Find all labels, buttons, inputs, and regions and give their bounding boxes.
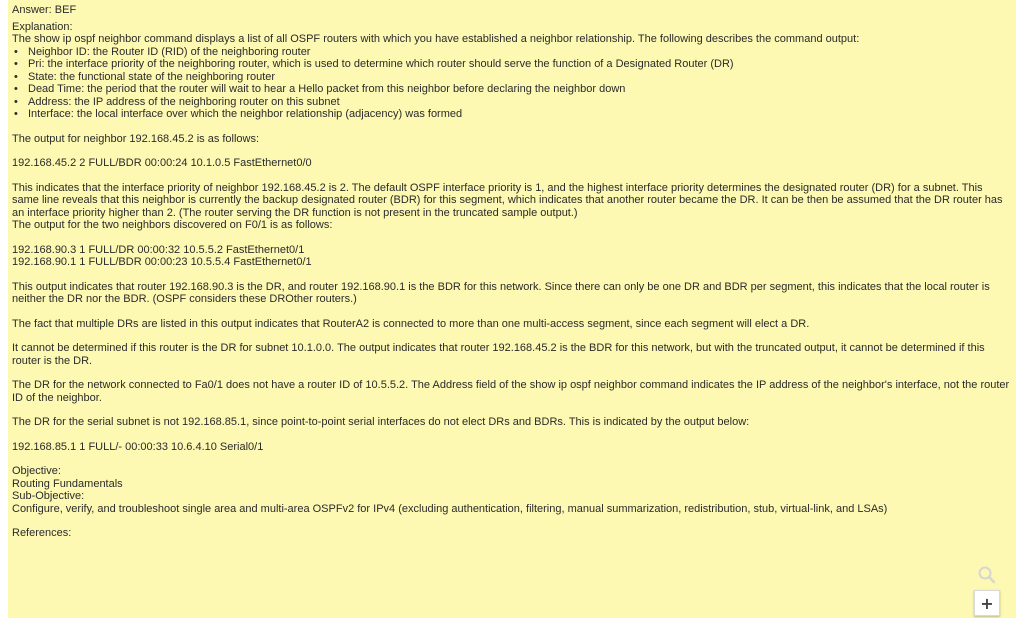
list-item: • Neighbor ID: the Router ID (RID) of the neighboring router <box>12 46 1012 59</box>
neighbor-intro: The output for neighbor 192.168.45.2 is as follows: <box>12 132 260 145</box>
explanation-intro: The show ip ospf neighbor command displays a list of all OSPF routers with which you have established a neighbor relationship. The following describes the command output: <box>12 33 860 45</box>
fa01-paragraph: The DR for the network connected to Fa0/1 does not have a router ID of 10.5.5.2. The Address field of the show ip ospf neighbor command indicates the IP address of the neighbor's interface, not the router ID of the neighbor. <box>12 379 1010 404</box>
zoom-controls <box>974 564 1000 616</box>
zoom-in-button[interactable]: + <box>974 590 1000 616</box>
subobjective-heading: Sub-Objective: <box>12 490 85 502</box>
priority-paragraph: This indicates that the interface priority of neighbor 192.168.45.2 is 2. The default OSPF interface priority is 1, and the highest interface priority determines the designated router (DR) for a subnet. This same line reveals that this neighbor is currently the backup designated router (BDR) for this segment, which indicates that another router became the DR. It can be then be assumed that the DR router has an interface priority higher than 2. (The router serving the DR function is not present in the truncated sample output.) <box>12 181 1003 219</box>
subnet-paragraph: It cannot be determined if this router is the DR for subnet 10.1.0.0. The output indicates that router 192.168.45.2 is the BDR for this network, but with the truncated output, it cannot be determined if this router is the DR. <box>12 342 985 367</box>
f01-intro: The output for the two neighbors discovered on F0/1 is as follows: <box>12 219 333 231</box>
explanation-content <box>8 0 1016 540</box>
answer-line: Answer: BEF <box>12 4 77 16</box>
list-item: • Address: the IP address of the neighboring router on this subnet <box>12 96 1012 109</box>
explanation-panel <box>8 0 1016 618</box>
objective-value: Routing Fundamentals <box>12 477 123 490</box>
f01-output-line: 192.168.90.3 1 FULL/DR 00:00:32 10.5.5.2 FastEthernet0/1 <box>12 243 305 256</box>
explanation-heading: Explanation: <box>12 20 73 33</box>
multi-dr-paragraph: The fact that multiple DRs are listed in this output indicates that RouterA2 is connected to more than one multi-access segment, since each segment will elect a DR. <box>12 317 810 330</box>
serial-paragraph: The DR for the serial subnet is not 192.168.85.1, since point-to-point serial interfaces do not elect DRs and BDRs. This is indicated by the output below: <box>12 416 750 428</box>
list-item: • Dead Time: the period that the router will wait to hear a Hello packet from this neighbor before declaring the neighbor down <box>12 83 1012 96</box>
list-item: • Pri: the interface priority of the neighboring router, which is used to determine which router should serve the function of a Designated Router (DR) <box>12 58 1012 71</box>
subobjective-value: Configure, verify, and troubleshoot single area and multi-area OSPFv2 for IPv4 (excluding authentication, filtering, manual summarization, redistribution, stub, virtual-link, and LSAs) <box>12 502 888 515</box>
references-heading: References: <box>12 527 72 539</box>
f01-output-line: 192.168.90.1 1 FULL/BDR 00:00:23 10.5.5.4 FastEthernet0/1 <box>12 256 312 268</box>
list-item: • State: the functional state of the neighboring router <box>12 71 1012 84</box>
list-item: • Interface: the local interface over which the neighbor relationship (adjacency) was formed <box>12 108 1012 121</box>
field-description-list <box>12 46 1012 121</box>
serial-output-line: 192.168.85.1 1 FULL/- 00:00:33 10.6.4.10 Serial0/1 <box>12 440 264 453</box>
objective-heading: Objective: <box>12 465 61 477</box>
dr-paragraph: This output indicates that router 192.168.90.3 is the DR, and router 192.168.90.1 is the BDR for this network. Since there can only be one DR and BDR per segment, this indicates that the local router is neither the DR nor the BDR. (OSPF considers these DROther routers.) <box>12 280 990 305</box>
magnifier-icon[interactable] <box>974 564 1000 586</box>
magnifier-icon-graphic <box>977 565 997 585</box>
neighbor-output-line: 192.168.45.2 2 FULL/BDR 00:00:24 10.1.0.5 FastEthernet0/0 <box>12 157 312 169</box>
